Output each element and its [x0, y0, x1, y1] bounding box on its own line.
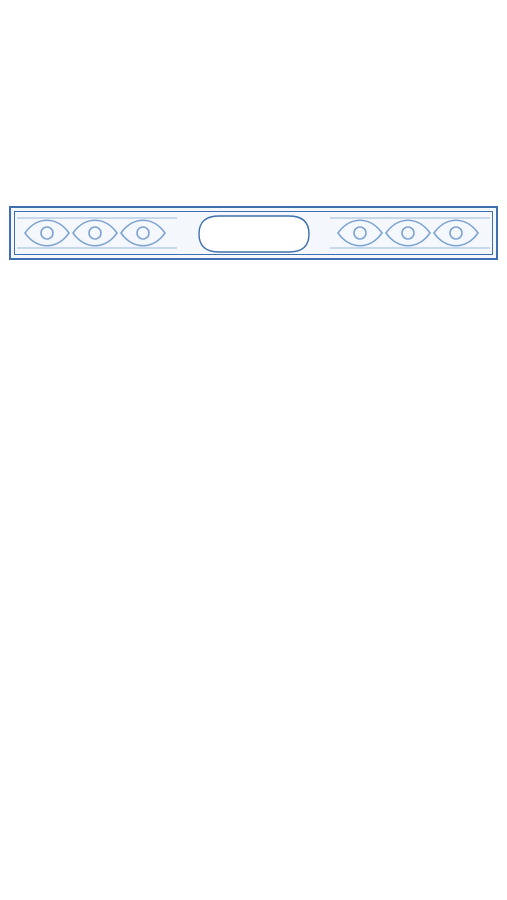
- left-ornament-icon: [17, 212, 177, 254]
- right-ornament-icon: [330, 212, 490, 254]
- basmala: [0, 272, 507, 308]
- surah-title: [199, 218, 309, 250]
- surah-header-frame: [9, 206, 498, 260]
